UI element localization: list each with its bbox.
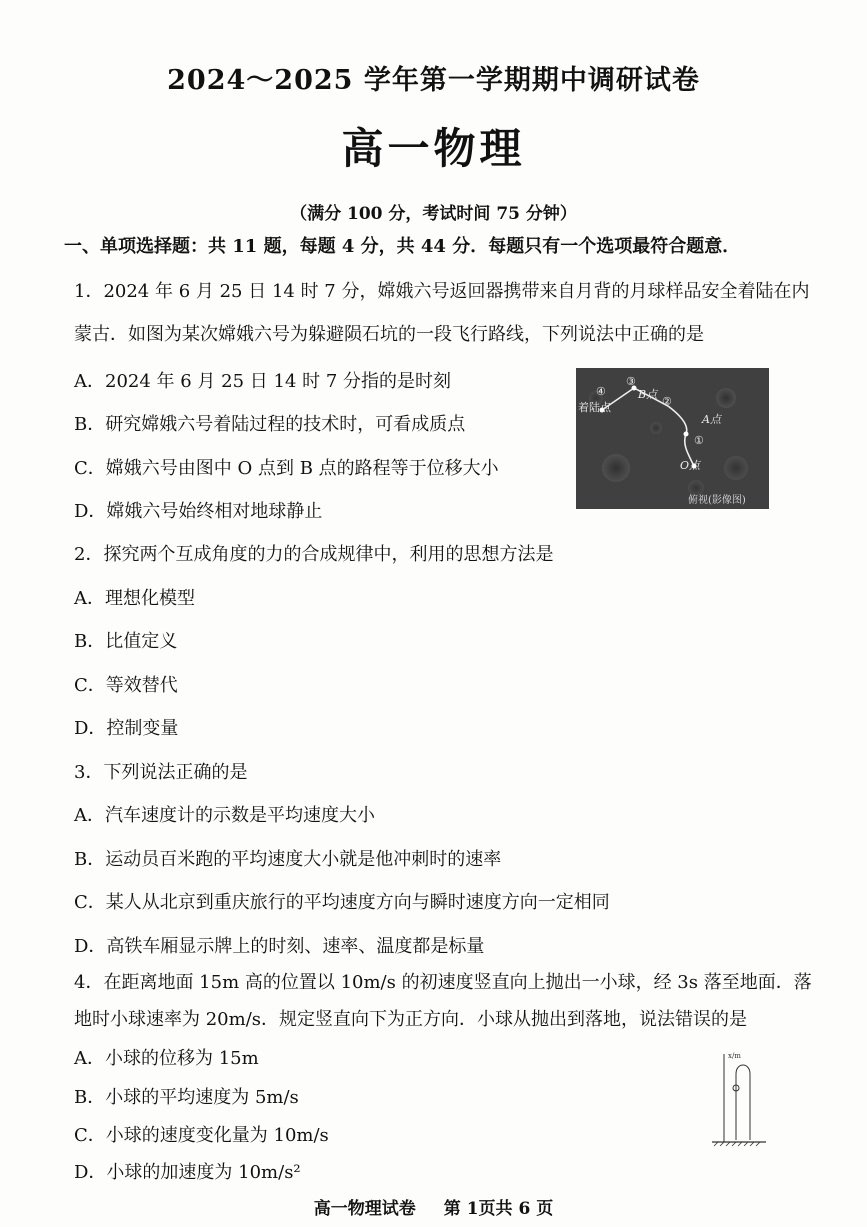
exam-title: 2024～2025 学年第一学期期中调研试卷 (167, 65, 700, 96)
subject-title: 高一物理 (341, 124, 526, 173)
question-2-stem: 2．探究两个互成角度的力的合成规律中，利用的思想方法是 (74, 544, 554, 565)
question-2-option-b: B．比值定义 (74, 631, 178, 652)
question-3-stem: 3．下列说法正确的是 (74, 762, 248, 783)
label-b: B点 (638, 388, 658, 401)
flight-path-svg (576, 368, 769, 509)
point-a-marker (684, 432, 689, 437)
figure-caption: 俯视(影像图) (688, 495, 746, 506)
question-3-option-d: D．高铁车厢显示牌上的时刻、速率、温度都是标量 (74, 936, 485, 957)
label-a: A点 (702, 413, 721, 426)
question-1-option-b: B．研究嫦娥六号着陆过程的技术时，可看成质点 (74, 414, 466, 435)
throw-path (736, 1065, 750, 1140)
label-1: ① (694, 434, 704, 447)
question-4-option-a: A．小球的位移为 15m (74, 1048, 259, 1069)
question-4-option-b: B．小球的平均速度为 5m/s (74, 1087, 299, 1108)
label-o: O点 (680, 459, 701, 472)
question-1-stem-line-1: 1．2024 年 6 月 25 日 14 时 7 分，嫦娥六号返回器携带来自月背的月球样品安全着陆在内 (74, 281, 810, 302)
question-3-option-a: A．汽车速度计的示数是平均速度大小 (74, 805, 375, 826)
question-1-option-a: A．2024 年 6 月 25 日 14 时 7 分指的是时刻 (74, 371, 452, 392)
footer-subject: 高一物理试卷 (313, 1199, 416, 1219)
question-4-option-c: C．小球的速度变化量为 10m/s (74, 1125, 329, 1146)
question-1-option-c: C．嫦娥六号由图中 O 点到 B 点的路程等于位移大小 (74, 458, 499, 479)
ball-throw-svg (706, 1050, 776, 1154)
label-landing: 着陆点 (578, 401, 611, 414)
question-4-stem-line-2: 地时小球速率为 20m/s．规定竖直向下为正方向．小球从抛出到落地，说法错误的是 (74, 1009, 747, 1030)
label-4: ④ (596, 385, 606, 398)
question-2-option-a: A．理想化模型 (74, 588, 195, 609)
section-heading: 一、单项选择题：共 11 题，每题 4 分，共 44 分．每题只有一个选项最符合题意． (64, 236, 741, 257)
label-2: ② (662, 395, 672, 408)
label-3: ③ (626, 375, 636, 388)
exam-info: （满分 100 分，考试时间 75 分钟） (290, 204, 577, 224)
ball-throw-figure (706, 1050, 776, 1154)
page-footer (0, 1194, 867, 1219)
question-4-option-d: D．小球的加速度为 10m/s² (74, 1162, 301, 1183)
question-1-option-d: D．嫦娥六号始终相对地球静止 (74, 501, 323, 522)
axis-label: x/m (728, 1052, 741, 1060)
question-1-stem-line-2: 蒙古．如图为某次嫦娥六号为躲避陨石坑的一段飞行路线，下列说法中正确的是 (74, 324, 704, 345)
question-2-option-d: D．控制变量 (74, 718, 179, 739)
question-3-option-c: C．某人从北京到重庆旅行的平均速度方向与瞬时速度方向一定相同 (74, 892, 610, 913)
question-4-stem-line-1: 4．在距离地面 15m 高的位置以 10m/s 的初速度竖直向上抛出一小球，经 3s 落至地面．落 (74, 972, 812, 993)
flight-path-figure (576, 368, 769, 509)
footer-page-number: 第 1页共 6 页 (443, 1199, 554, 1219)
question-2-option-c: C．等效替代 (74, 675, 178, 696)
question-3-option-b: B．运动员百米跑的平均速度大小就是他冲刺时的速率 (74, 849, 502, 870)
